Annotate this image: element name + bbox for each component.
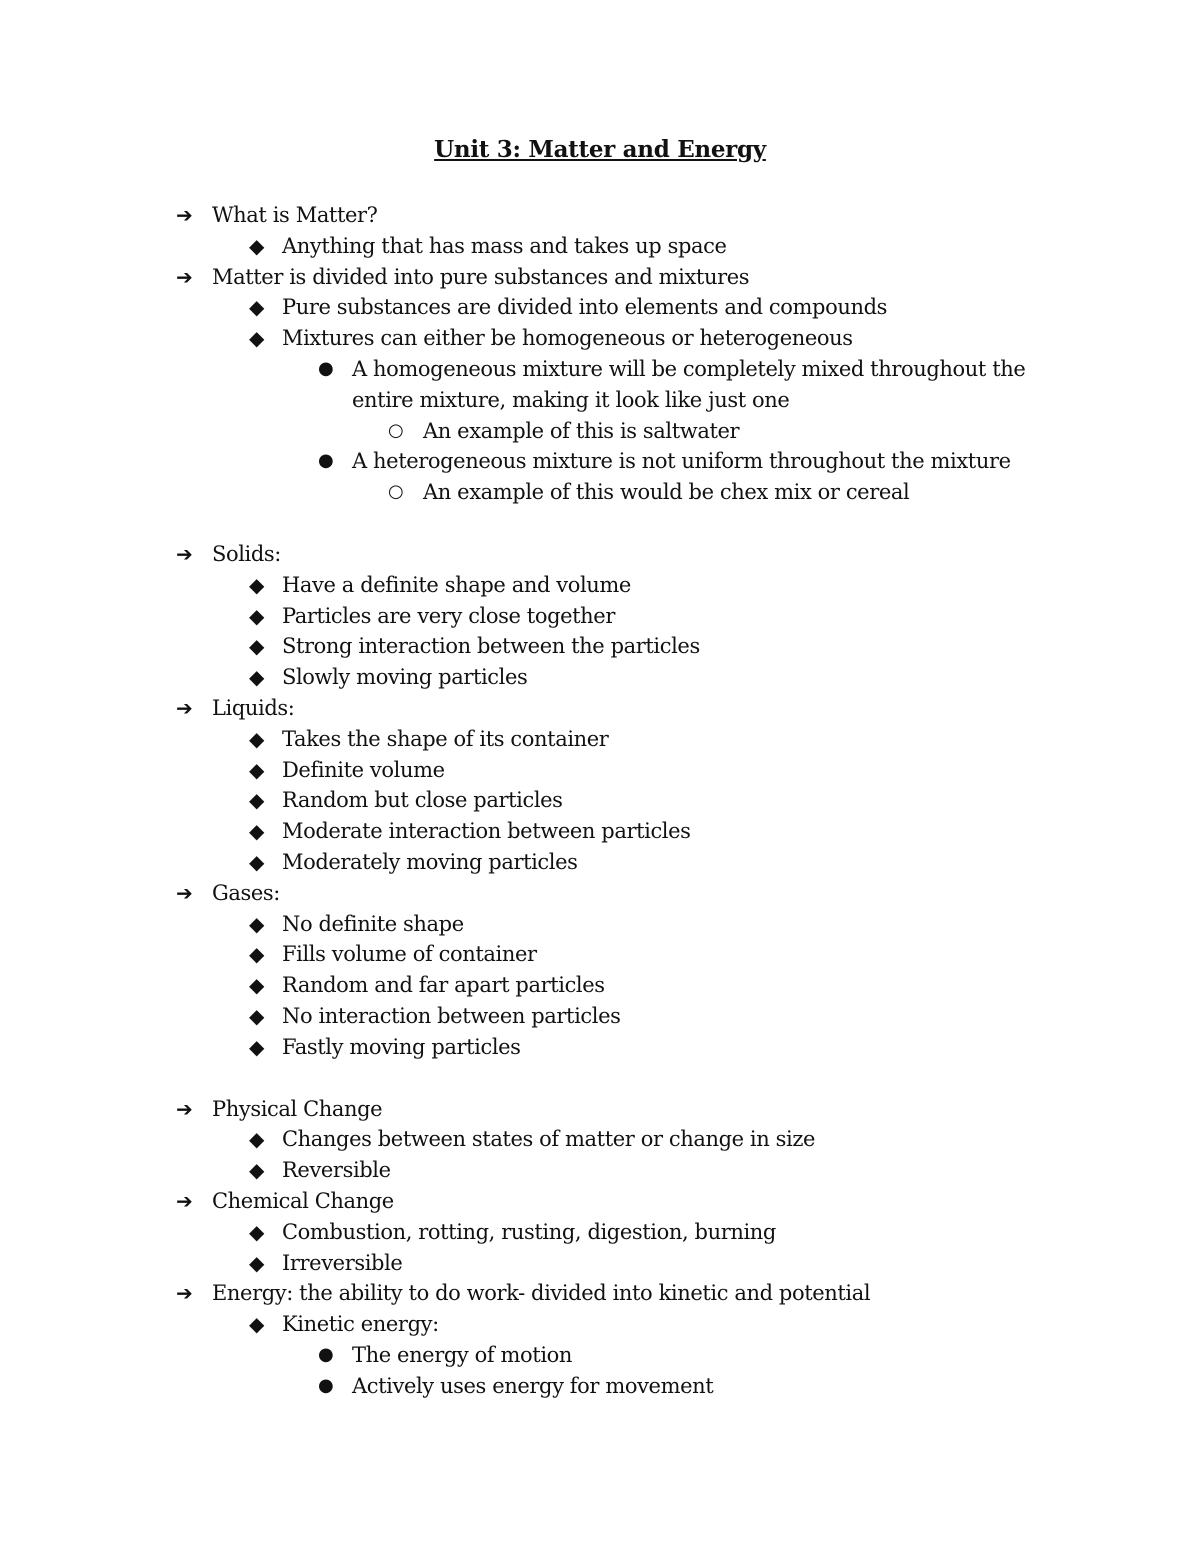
outline-item-level-2: [0, 816, 1200, 847]
outline-item-text: Irreversible: [282, 1250, 403, 1275]
dot-bullet-icon: ●: [318, 450, 334, 472]
outline-item-text: Kinetic energy:: [282, 1312, 439, 1337]
diamond-bullet-icon: ◆: [249, 973, 264, 998]
diamond-bullet-icon: ◆: [249, 295, 264, 320]
outline-item-text: Matter is divided into pure substances and mixtures: [212, 264, 750, 289]
diamond-bullet-icon: ◆: [249, 1034, 264, 1059]
arrow-bullet-icon: ➔: [176, 264, 193, 289]
diamond-bullet-icon: ◆: [249, 757, 264, 782]
diamond-bullet-icon: ◆: [249, 1003, 264, 1028]
outline-item-text: Fastly moving particles: [282, 1034, 521, 1059]
outline-item-text: What is Matter?: [212, 203, 378, 227]
outline-item-level-2: [0, 1248, 1200, 1279]
dot-bullet-icon: ●: [318, 1374, 334, 1396]
outline-item-level-4: [0, 416, 1200, 447]
diamond-bullet-icon: ◆: [249, 634, 264, 659]
arrow-bullet-icon: ➔: [176, 695, 193, 720]
diamond-bullet-icon: ◆: [249, 603, 264, 628]
arrow-bullet-icon: ➔: [176, 1188, 193, 1213]
arrow-bullet-icon: ➔: [176, 541, 193, 566]
diamond-bullet-icon: ◆: [249, 1312, 264, 1337]
outline-item-level-1: [0, 878, 1200, 909]
outline-item-level-1: [0, 693, 1200, 724]
outline-item-text: An example of this is saltwater: [423, 418, 740, 443]
diamond-bullet-icon: ◆: [249, 1219, 264, 1244]
outline-item-text: Liquids:: [212, 695, 295, 720]
outline-item-text: Anything that has mass and takes up space: [282, 233, 727, 258]
section-spacer: [0, 508, 1200, 539]
outline-item-level-1: [0, 1186, 1200, 1217]
outline-item-text: No definite shape: [282, 911, 464, 936]
circle-bullet-icon: ○: [388, 481, 404, 503]
dot-bullet-icon: ●: [318, 357, 334, 379]
outline-item-text: Physical Change: [212, 1096, 383, 1121]
outline-item-text: Fills volume of container: [282, 942, 537, 967]
outline-item-level-4: [0, 477, 1200, 508]
outline-item-text: Energy: the ability to do work- divided into kinetic and potential: [212, 1281, 871, 1306]
outline-item-level-2: [0, 785, 1200, 816]
diamond-bullet-icon: ◆: [249, 572, 264, 597]
diamond-bullet-icon: ◆: [249, 326, 264, 351]
outline-item-level-1: [0, 262, 1200, 293]
diamond-bullet-icon: ◆: [249, 1158, 264, 1183]
outline-item-level-3: [0, 1371, 1052, 1402]
diamond-bullet-icon: ◆: [249, 819, 264, 844]
outline-item-text: Random and far apart particles: [282, 973, 605, 998]
outline-item-text: Changes between states of matter or change in size: [282, 1127, 816, 1152]
outline-item-text: Definite volume: [282, 757, 445, 782]
outline-item-level-2: [0, 755, 1200, 786]
outline-item-level-1: [0, 200, 1200, 231]
outline-item-level-2: [0, 909, 1200, 940]
outline-item-text: Moderately moving particles: [282, 849, 578, 874]
outline-item-text: Strong interaction between the particles: [282, 634, 700, 659]
outline-item-text: Pure substances are divided into elements and compounds: [282, 295, 887, 320]
section-spacer: [0, 1063, 1200, 1094]
diamond-bullet-icon: ◆: [249, 788, 264, 813]
outline-list: [0, 200, 1200, 1401]
outline-item-text: Slowly moving particles: [282, 665, 528, 690]
dot-bullet-icon: ●: [318, 1343, 334, 1365]
outline-item-text: Solids:: [212, 541, 281, 566]
outline-item-level-2: [0, 1001, 1200, 1032]
outline-item-level-2: [0, 1155, 1200, 1186]
outline-item-text: Takes the shape of its container: [282, 726, 609, 751]
outline-item-text: Mixtures can either be homogeneous or heterogeneous: [282, 326, 853, 351]
outline-item-level-1: [0, 1094, 1200, 1125]
outline-item-text: Moderate interaction between particles: [282, 819, 691, 844]
diamond-bullet-icon: ◆: [249, 665, 264, 690]
outline-item-level-1: [0, 539, 1200, 570]
outline-item-text: An example of this would be chex mix or cereal: [423, 480, 910, 505]
outline-item-level-2: [0, 231, 1200, 262]
diamond-bullet-icon: ◆: [249, 1127, 264, 1152]
diamond-bullet-icon: ◆: [249, 911, 264, 936]
outline-item-level-3: [0, 1340, 1052, 1371]
outline-item-text: No interaction between particles: [282, 1003, 621, 1028]
diamond-bullet-icon: ◆: [249, 942, 264, 967]
arrow-bullet-icon: ➔: [176, 880, 193, 905]
outline-item-level-2: [0, 662, 1200, 693]
outline-item-level-3: [0, 354, 1052, 416]
outline-item-level-2: [0, 1217, 1200, 1248]
outline-item-text: Gases:: [212, 880, 280, 905]
outline-item-level-2: [0, 1309, 1200, 1340]
outline-item-text: Actively uses energy for movement: [352, 1373, 714, 1398]
outline-item-level-2: [0, 1032, 1200, 1063]
arrow-bullet-icon: ➔: [176, 1096, 193, 1121]
outline-item-level-1: [0, 1278, 1200, 1309]
outline-item-level-2: [0, 970, 1200, 1001]
diamond-bullet-icon: ◆: [249, 726, 264, 751]
outline-item-text: Reversible: [282, 1158, 391, 1183]
outline-item-text: A heterogeneous mixture is not uniform throughout the mixture: [352, 449, 1011, 474]
outline-item-text: Combustion, rotting, rusting, digestion, burning: [282, 1219, 776, 1244]
outline-item-level-2: [0, 292, 1200, 323]
outline-item-text: A homogeneous mixture will be completely mixed throughout the entire mixture, making it look like just one: [352, 356, 1026, 412]
circle-bullet-icon: ○: [388, 419, 404, 441]
outline-item-level-2: [0, 323, 1200, 354]
outline-item-level-2: [0, 570, 1200, 601]
outline-item-text: Chemical Change: [212, 1188, 394, 1213]
diamond-bullet-icon: ◆: [249, 233, 264, 258]
arrow-bullet-icon: ➔: [176, 203, 193, 227]
outline-item-level-2: [0, 1124, 1200, 1155]
outline-item-text: Particles are very close together: [282, 603, 615, 628]
diamond-bullet-icon: ◆: [249, 849, 264, 874]
diamond-bullet-icon: ◆: [249, 1250, 264, 1275]
outline-item-level-2: [0, 601, 1200, 632]
outline-item-level-2: [0, 631, 1200, 662]
outline-item-text: Random but close particles: [282, 788, 563, 813]
page-title: Unit 3: Matter and Energy: [434, 136, 766, 163]
arrow-bullet-icon: ➔: [176, 1281, 193, 1306]
outline-item-text: Have a definite shape and volume: [282, 572, 631, 597]
outline-item-level-2: [0, 724, 1200, 755]
outline-item-text: The energy of motion: [352, 1342, 573, 1367]
outline-item-level-2: [0, 939, 1200, 970]
outline-item-level-2: [0, 847, 1200, 878]
outline-item-level-3: [0, 446, 1052, 477]
